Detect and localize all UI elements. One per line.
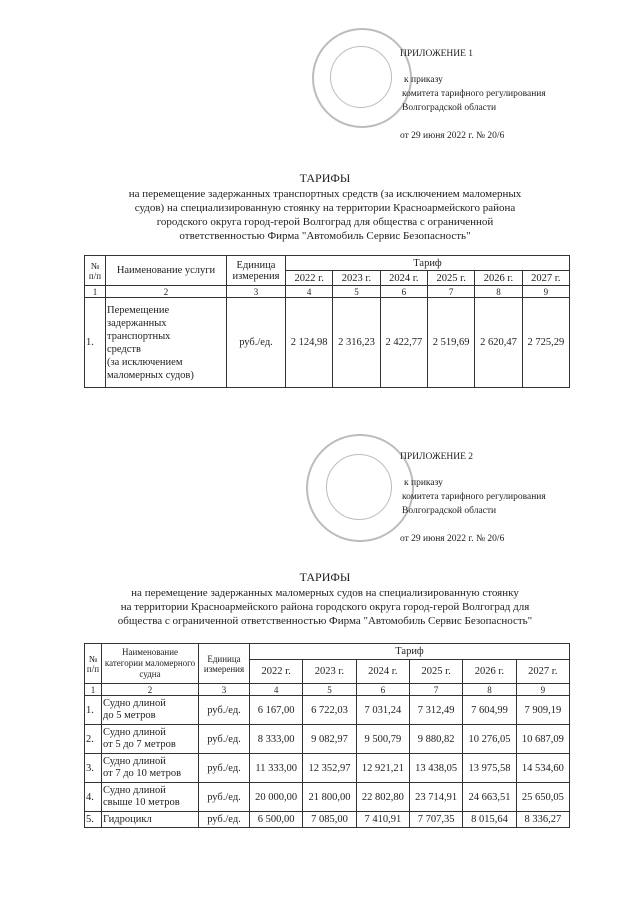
tariff-value: 2 422,77 bbox=[380, 298, 427, 388]
column-index: 3 bbox=[199, 684, 250, 696]
column-index: 1 bbox=[85, 286, 106, 298]
tariff-value: 6 722,03 bbox=[303, 696, 356, 725]
table-row bbox=[85, 812, 570, 828]
tariff-value: 21 800,00 bbox=[303, 783, 356, 812]
tariff-value: 6 500,00 bbox=[250, 812, 303, 828]
section2-subtitle-line: на территории Красноармейского района городского округа город-герой Волгоград для bbox=[120, 601, 530, 613]
vessel-category bbox=[102, 754, 199, 783]
tariff-value: 2 124,98 bbox=[286, 298, 333, 388]
vessel-category-line: Судно длиной bbox=[103, 756, 166, 767]
vessel-category-line: от 7 до 10 метров bbox=[103, 768, 182, 779]
vessel-category bbox=[102, 812, 199, 828]
year-header: 2025 г. bbox=[409, 660, 462, 684]
col-header-name: Наименование услуги bbox=[106, 256, 227, 286]
appendix1-line2: комитета тарифного регулирования bbox=[402, 89, 546, 99]
row-number: 4. bbox=[85, 783, 102, 812]
unit-cell: руб./ед. bbox=[199, 812, 250, 828]
table-row bbox=[85, 783, 570, 812]
tariff-value: 12 352,97 bbox=[303, 754, 356, 783]
tariff-value: 25 650,05 bbox=[516, 783, 569, 812]
tariff-value: 23 714,91 bbox=[409, 783, 462, 812]
vessel-category-line: Судно длиной bbox=[103, 727, 166, 738]
vessel-category bbox=[102, 783, 199, 812]
unit-cell: руб./ед. bbox=[199, 754, 250, 783]
year-header: 2022 г. bbox=[286, 271, 333, 286]
row-number: 5. bbox=[85, 812, 102, 828]
vessel-category-line: Гидроцикл bbox=[103, 813, 152, 825]
vessel-category-line: от 5 до 7 метров bbox=[103, 739, 176, 750]
column-index: 1 bbox=[85, 684, 102, 696]
col-header-name: Наименование категории маломерного судна bbox=[102, 644, 199, 684]
col-header-unit: Единица измерения bbox=[199, 644, 250, 684]
vessel-category bbox=[102, 696, 199, 725]
official-stamp-inner-ring bbox=[326, 454, 392, 520]
col-header-unit: Единица измерения bbox=[227, 256, 286, 286]
table-row bbox=[85, 298, 570, 388]
column-index: 5 bbox=[303, 684, 356, 696]
service-name-line: задержанных bbox=[107, 317, 167, 329]
tariff-value: 10 687,09 bbox=[516, 725, 569, 754]
tariff-table-1 bbox=[84, 255, 570, 388]
col-header-num: № п/п bbox=[85, 644, 102, 684]
year-header: 2023 г. bbox=[333, 271, 380, 286]
col-header-tariff: Тариф bbox=[286, 256, 570, 271]
appendix1-block bbox=[398, 47, 578, 143]
section1-subtitle-line: на перемещение задержанных транспортных средств (за исключением маломерных bbox=[128, 188, 522, 200]
tariff-value: 2 316,23 bbox=[333, 298, 380, 388]
tariff-value: 7 312,49 bbox=[409, 696, 462, 725]
year-header: 2027 г. bbox=[522, 271, 569, 286]
tariff-value: 13 438,05 bbox=[409, 754, 462, 783]
column-index: 5 bbox=[333, 286, 380, 298]
tariff-value: 24 663,51 bbox=[463, 783, 516, 812]
row-number: 1. bbox=[85, 298, 106, 388]
service-name-line: средств bbox=[107, 343, 141, 355]
section1-subtitle-line: городского округа город-герой Волгоград для общества с ограниченной bbox=[156, 216, 494, 228]
year-header: 2026 г. bbox=[463, 660, 516, 684]
column-index: 4 bbox=[250, 684, 303, 696]
appendix1-line1: к приказу bbox=[404, 75, 443, 85]
column-index: 2 bbox=[102, 684, 199, 696]
tariff-value: 9 082,97 bbox=[303, 725, 356, 754]
year-header: 2027 г. bbox=[516, 660, 569, 684]
section2-title bbox=[40, 570, 610, 628]
vessel-category bbox=[102, 725, 199, 754]
tariff-value: 7 909,19 bbox=[516, 696, 569, 725]
service-name bbox=[106, 298, 227, 388]
column-index: 8 bbox=[475, 286, 522, 298]
appendix1-line3: Волгоградской области bbox=[402, 103, 497, 113]
year-header: 2025 г. bbox=[427, 271, 474, 286]
tariff-value: 7 604,99 bbox=[463, 696, 516, 725]
year-header: 2022 г. bbox=[250, 660, 303, 684]
year-header: 2024 г. bbox=[380, 271, 427, 286]
column-index: 7 bbox=[409, 684, 462, 696]
tariff-value: 8 336,27 bbox=[516, 812, 569, 828]
column-index: 9 bbox=[522, 286, 569, 298]
official-stamp-inner-ring bbox=[330, 46, 392, 108]
appendix2-line3: Волгоградской области bbox=[402, 506, 497, 516]
tariff-value: 11 333,00 bbox=[250, 754, 303, 783]
tariff-value: 7 085,00 bbox=[303, 812, 356, 828]
service-name-line: (за исключением bbox=[107, 356, 183, 368]
vessel-category-line: Судно длиной bbox=[103, 785, 166, 796]
unit-cell: руб./ед. bbox=[199, 725, 250, 754]
tariff-value: 2 519,69 bbox=[427, 298, 474, 388]
tariff-value: 8 333,00 bbox=[250, 725, 303, 754]
col-header-num: № п/п bbox=[85, 256, 106, 286]
section2-subtitle-line: общества с ограниченной ответственностью Фирма "Автомобиль Сервис Безопасность" bbox=[117, 615, 533, 627]
unit-cell: руб./ед. bbox=[227, 298, 286, 388]
column-index: 2 bbox=[106, 286, 227, 298]
appendix2-block bbox=[398, 450, 578, 546]
column-index: 6 bbox=[380, 286, 427, 298]
section2-subtitle-line: на перемещение задержанных маломерных судов на специализированную стоянку bbox=[131, 587, 519, 599]
service-name-line: транспортных bbox=[107, 330, 171, 342]
vessel-category-line: до 5 метров bbox=[103, 710, 156, 721]
appendix2-title: ПРИЛОЖЕНИЕ 2 bbox=[400, 452, 474, 462]
column-index: 9 bbox=[516, 684, 569, 696]
year-header: 2026 г. bbox=[475, 271, 522, 286]
table-row bbox=[85, 696, 570, 725]
tariff-value: 7 707,35 bbox=[409, 812, 462, 828]
row-number: 2. bbox=[85, 725, 102, 754]
section1-subtitle-line: судов) на специализированную стоянку на территории Красноармейского района bbox=[134, 202, 516, 214]
column-index: 6 bbox=[356, 684, 409, 696]
section2-heading: ТАРИФЫ bbox=[299, 570, 351, 584]
tariff-value: 13 975,58 bbox=[463, 754, 516, 783]
service-name-line: маломерных судов) bbox=[107, 369, 194, 381]
column-index: 8 bbox=[463, 684, 516, 696]
appendix2-line4: от 29 июня 2022 г. № 20/6 bbox=[400, 534, 505, 544]
vessel-category-line: свыше 10 метров bbox=[103, 797, 180, 808]
tariff-value: 14 534,60 bbox=[516, 754, 569, 783]
column-index: 7 bbox=[427, 286, 474, 298]
tariff-value: 22 802,80 bbox=[356, 783, 409, 812]
year-header: 2024 г. bbox=[356, 660, 409, 684]
unit-cell: руб./ед. bbox=[199, 696, 250, 725]
section1-heading: ТАРИФЫ bbox=[299, 171, 351, 185]
tariff-value: 10 276,05 bbox=[463, 725, 516, 754]
table-row bbox=[85, 754, 570, 783]
row-number: 3. bbox=[85, 754, 102, 783]
tariff-value: 9 880,82 bbox=[409, 725, 462, 754]
tariff-value: 20 000,00 bbox=[250, 783, 303, 812]
column-index: 4 bbox=[286, 286, 333, 298]
tariff-table-2 bbox=[84, 643, 570, 828]
appendix2-line2: комитета тарифного регулирования bbox=[402, 492, 546, 502]
column-index: 3 bbox=[227, 286, 286, 298]
tariff-value: 12 921,21 bbox=[356, 754, 409, 783]
tariff-value: 7 031,24 bbox=[356, 696, 409, 725]
unit-cell: руб./ед. bbox=[199, 783, 250, 812]
year-header: 2023 г. bbox=[303, 660, 356, 684]
row-number: 1. bbox=[85, 696, 102, 725]
vessel-category-line: Судно длиной bbox=[103, 698, 166, 709]
tariff-value: 9 500,79 bbox=[356, 725, 409, 754]
col-header-tariff: Тариф bbox=[250, 644, 570, 660]
section1-title bbox=[60, 171, 590, 243]
appendix1-line4: от 29 июня 2022 г. № 20/6 bbox=[400, 131, 505, 141]
tariff-value: 8 015,64 bbox=[463, 812, 516, 828]
tariff-value: 2 620,47 bbox=[475, 298, 522, 388]
tariff-value: 7 410,91 bbox=[356, 812, 409, 828]
tariff-value: 6 167,00 bbox=[250, 696, 303, 725]
service-name-line: Перемещение bbox=[107, 304, 170, 316]
appendix1-title: ПРИЛОЖЕНИЕ 1 bbox=[400, 49, 474, 59]
tariff-value: 2 725,29 bbox=[522, 298, 569, 388]
appendix2-line1: к приказу bbox=[404, 478, 443, 488]
section1-subtitle-line: ответственностью Фирма "Автомобиль Сервис Безопасность" bbox=[179, 230, 471, 242]
table-row bbox=[85, 725, 570, 754]
